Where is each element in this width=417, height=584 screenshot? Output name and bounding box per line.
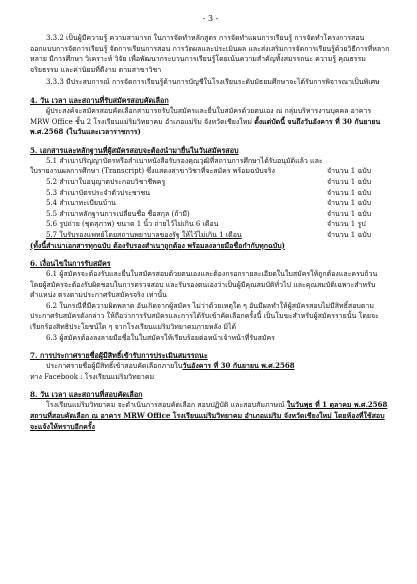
- doc-item: [30, 219, 391, 230]
- section-6-heading: 6. เงื่อนไขในการรับสมัคร: [30, 259, 111, 269]
- section-5-heading: 5. เอกสารและหลักฐานที่ผู้สมัครสอบจะต้องนำมายื่นในวันสมัครสอบ: [30, 145, 239, 155]
- page-number: - 3 -: [202, 14, 219, 23]
- para-6-2: 6.2 ในกรณีที่มีความผิดพลาด อันเกิดจากผู้สมัคร ไม่ว่าด้วยเหตุใด ๆ อันมีผลทำให้ผู้สมัครสอบไม่มีสิทธิ์สอบตามประกาศรับสมัครดังกล่าว ให้ถือว่าการรับสมัครและการได้รับเข้าคัดเลือกครั้งนี้ เป็นโมฆะสำหรับผู้สมัครรายนั้น โดยจะเรียกร้องสิทธิประโยชน์ใด ๆ จากโรงเรียนแม่ริมวิทยาคมภายหลัง มิได้: [30, 301, 379, 332]
- section-8-heading: 8. วัน เวลา และสถานที่สอบคัดเลือก: [30, 390, 143, 400]
- doc-item: [30, 198, 391, 209]
- doc-item-label: 5.7 ใบรับรองแพทย์โดยสถานพยาบาลของรัฐ ให้ไว้ไม่เกิน 1 เดือน: [46, 230, 242, 239]
- doc-item-label: 5.3 สำเนาบัตรประจำตัวประชาชน: [46, 188, 151, 197]
- facebook-link[interactable]: ทาง Facebook : โรงเรียนแม่ริมวิทยาคม: [30, 372, 155, 381]
- section-7-text: ประกาศรายชื่อผู้มีสิทธิ์เข้าสอบคัดเลือกภายใน: [46, 362, 183, 371]
- section-8-paragraph: [30, 400, 391, 432]
- section-7-date: วันอังคาร ที่ 30 กันยายน พ.ศ.2568: [182, 361, 295, 371]
- doc-item-count: จำนวน 1 ฉบับ: [327, 188, 372, 197]
- doc-item-count: จำนวน 1 ฉบับ: [327, 177, 372, 186]
- section-4-paragraph: [30, 106, 391, 138]
- doc-item-5-1: [30, 156, 391, 177]
- doc-item: [30, 177, 391, 188]
- section-7-paragraph: [30, 361, 391, 372]
- doc-item-label: 5.1 สำเนาปริญญาบัตรหรือสำเนาหนังสือรับรองคุณวุฒิที่สถานการศึกษาได้รับอนุมัติแล้ว และใบรายงานผลการศึกษา (Transcript) ซึ่งแสดงสาขาวิชาที่จะสมัคร พร้อมฉบับจริง: [30, 156, 323, 176]
- doc-item-count: จำนวน 1 ฉบับ: [327, 230, 372, 239]
- para-3-3-2: 3.3.2 เป็นผู้มีความรู้ ความสามารถ ในการจัดทำหลักสูตร การจัดทำแผนการเรียนรู้ การจัดทำโครงการสอน ออกแบบการจัดการเรียนรู้ จัดการเรียนการสอน การวัดผลและประเมินผล และส่งเสริมการจัดการเรียนรู้ด้วยวิธีการที่หลากหลาย มีการศึกษา วิเคราะห์ วิจัย เพื่อพัฒนากระบวนการเรียนรู้โดยเน้นความสำคัญทั้งสมรรถนะ ความรู้ คุณธรรม จริยธรรม และค่านิยมที่ดีงาม ตามสาขาวิชา: [30, 34, 390, 74]
- para-6-1: 6.1 ผู้สมัครจะต้องรับและยื่นใบสมัครสอบด้วยตนเองและต้องกรอกรายละเอียดในใบสมัครให้ถูกต้องและครบถ้วน โดยผู้สมัครจะต้องรับผิดชอบในการตรวจสอบ และรับรองตนเองว่าเป็นผู้มีคุณสมบัติทั่วไป และคุณสมบัติเฉพาะสำหรับตำแหน่ง ตรงตามประกาศรับสมัครจริง เท่านั้น: [30, 270, 378, 300]
- doc-item-label: 5.6 รูปถ่าย (ชุดสุภาพ) ขนาด 1 นิ้ว ถ่ายไว้ไม่เกิน 6 เดือน: [46, 220, 219, 229]
- section-4-text: ผู้ประสงค์จะสมัครสอบคัดเลือกสามารถรับใบสมัครและยื่นใบสมัครด้วยตนเอง ณ กลุ่มบริหารงานบุคคล อาคาร MRW Office ชั้น 2 โรงเรียนแม่ริมวิทยาคม อำเภอแม่ริม จังหวัดเชียงใหม่: [30, 106, 372, 126]
- doc-item: [30, 188, 391, 199]
- doc-item: [30, 230, 391, 241]
- doc-item-count: จำนวน 1 ฉบับ: [327, 167, 372, 176]
- para-3-3-3: 3.3.3 มีประสบการณ์ การจัดการเรียนรู้ด้านการบัญชีในโรงเรียนระดับมัธยมศึกษาจะได้รับการพิจารณาเป็นพิเศษ: [46, 78, 380, 87]
- section-4-deadline: ตั้งแต่บัดนี้ จนถึงวันอังคาร ที่ 30 กันยายน พ.ศ.2568 (ในวันและเวลาราชการ): [30, 116, 381, 137]
- doc-item-count: จำนวน 1 ฉบับ: [327, 209, 372, 218]
- section-8-details: ในวันพุธ ที่ 1 ตุลาคม พ.ศ.2568 สถานที่สอบคัดเลือก ณ อาคาร MRW Office โรงเรียนแม่ริมวิทยาคม อำเภอแม่ริม จังหวัดเชียงใหม่ โดยห้องที่ใช้สอบจะแจ้งให้ทราบอีกครั้ง: [30, 400, 388, 431]
- section-7-heading: 7. การประกาศรายชื่อผู้มีสิทธิ์เข้ารับการประเมินสมรรถนะ: [30, 351, 208, 361]
- section-5-note: (ทั้งนี้สำเนาเอกสารทุกฉบับ ต้องรับรองสำเนาถูกต้อง พร้อมลงลายมือชื่อกำกับทุกฉบับ): [30, 240, 285, 250]
- doc-item-count: จำนวน 1 ฉบับ: [327, 199, 372, 208]
- section-4-heading: 4. วัน เวลา และสถานที่รับสมัครสอบคัดเลือก: [30, 95, 169, 105]
- doc-item: [30, 209, 391, 220]
- section-8-text: โรงเรียนแม่ริมวิทยาคม จะดำเนินการสอบคัดเลือก สอบปฏิบัติ และสอบสัมภาษณ์: [46, 401, 285, 410]
- para-6-3: 6.3 ผู้สมัครต้องลงลายมือชื่อในใบสมัครให้เรียบร้อยต่อหน้าเจ้าหน้าที่รับสมัคร: [46, 333, 275, 342]
- doc-item-label: 5.5 สำเนาหลักฐานการเปลี่ยนชื่อ ชื่อสกุล (ถ้ามี): [46, 209, 190, 218]
- doc-item-label: 5.2 สำเนาใบอนุญาตประกอบวิชาชีพครู: [46, 177, 166, 186]
- doc-item-label: 5.4 สำเนาทะเบียนบ้าน: [46, 199, 116, 208]
- doc-item-count: จำนวน 1 รูป: [327, 220, 366, 229]
- section-7-facebook: [30, 372, 391, 383]
